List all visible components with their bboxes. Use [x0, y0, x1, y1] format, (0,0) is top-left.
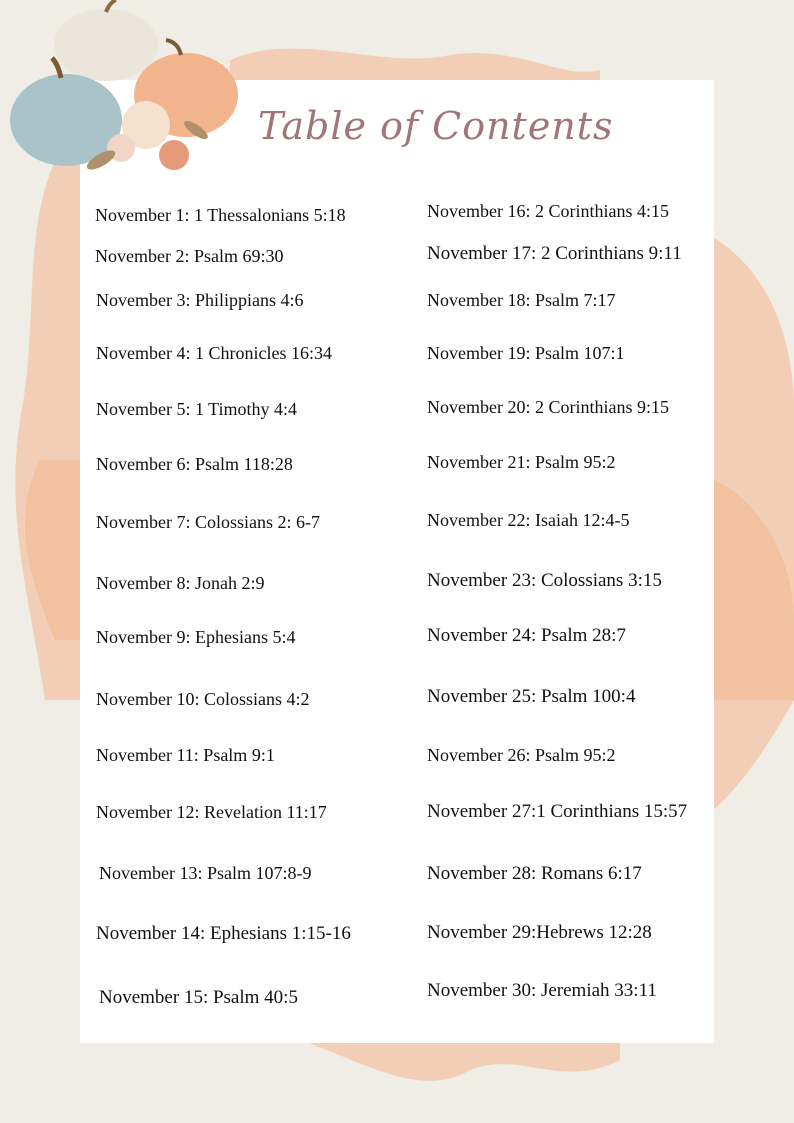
- toc-entry: November 23: Colossians 3:15: [427, 570, 662, 591]
- toc-entry: November 7: Colossians 2: 6-7: [96, 512, 320, 532]
- toc-entry: November 9: Ephesians 5:4: [96, 627, 296, 647]
- pumpkin-icon: [54, 0, 158, 81]
- toc-entry: November 8: Jonah 2:9: [96, 573, 265, 593]
- toc-entry: November 20: 2 Corinthians 9:15: [427, 397, 669, 417]
- toc-entry: November 3: Philippians 4:6: [96, 290, 304, 310]
- toc-entry: November 21: Psalm 95:2: [427, 452, 616, 472]
- toc-entry: November 16: 2 Corinthians 4:15: [427, 201, 669, 221]
- toc-entry: November 6: Psalm 118:28: [96, 454, 293, 474]
- toc-entry: November 5: 1 Timothy 4:4: [96, 399, 298, 419]
- toc-entry: November 22: Isaiah 12:4-5: [427, 510, 630, 530]
- toc-entry: November 24: Psalm 28:7: [427, 625, 626, 646]
- toc-entry: November 29:Hebrews 12:28: [427, 922, 652, 943]
- pumpkin-floral-decoration: [6, 0, 246, 185]
- toc-entry: November 11: Psalm 9:1: [96, 745, 275, 765]
- toc-entry: November 4: 1 Chronicles 16:34: [96, 343, 332, 363]
- toc-entry: November 17: 2 Corinthians 9:11: [427, 243, 682, 264]
- toc-entry: November 10: Colossians 4:2: [96, 689, 310, 709]
- toc-entry: November 15: Psalm 40:5: [99, 987, 298, 1008]
- toc-entry: November 27:1 Corinthians 15:57: [427, 801, 688, 822]
- toc-entry: November 26: Psalm 95:2: [427, 745, 616, 765]
- toc-entry: November 12: Revelation 11:17: [96, 802, 327, 822]
- toc-entry: November 1: 1 Thessalonians 5:18: [95, 205, 346, 225]
- toc-entry: November 2: Psalm 69:30: [95, 246, 284, 266]
- toc-entry: November 14: Ephesians 1:15-16: [96, 923, 351, 944]
- toc-entry: November 13: Psalm 107:8-9: [99, 863, 312, 883]
- toc-entry: November 19: Psalm 107:1: [427, 343, 625, 363]
- toc-entry: November 28: Romans 6:17: [427, 863, 642, 884]
- page-title: Table of Contents: [258, 104, 614, 148]
- toc-entry: November 30: Jeremiah 33:11: [427, 980, 657, 1001]
- toc-entry: November 18: Psalm 7:17: [427, 290, 616, 310]
- toc-entry: November 25: Psalm 100:4: [427, 686, 636, 707]
